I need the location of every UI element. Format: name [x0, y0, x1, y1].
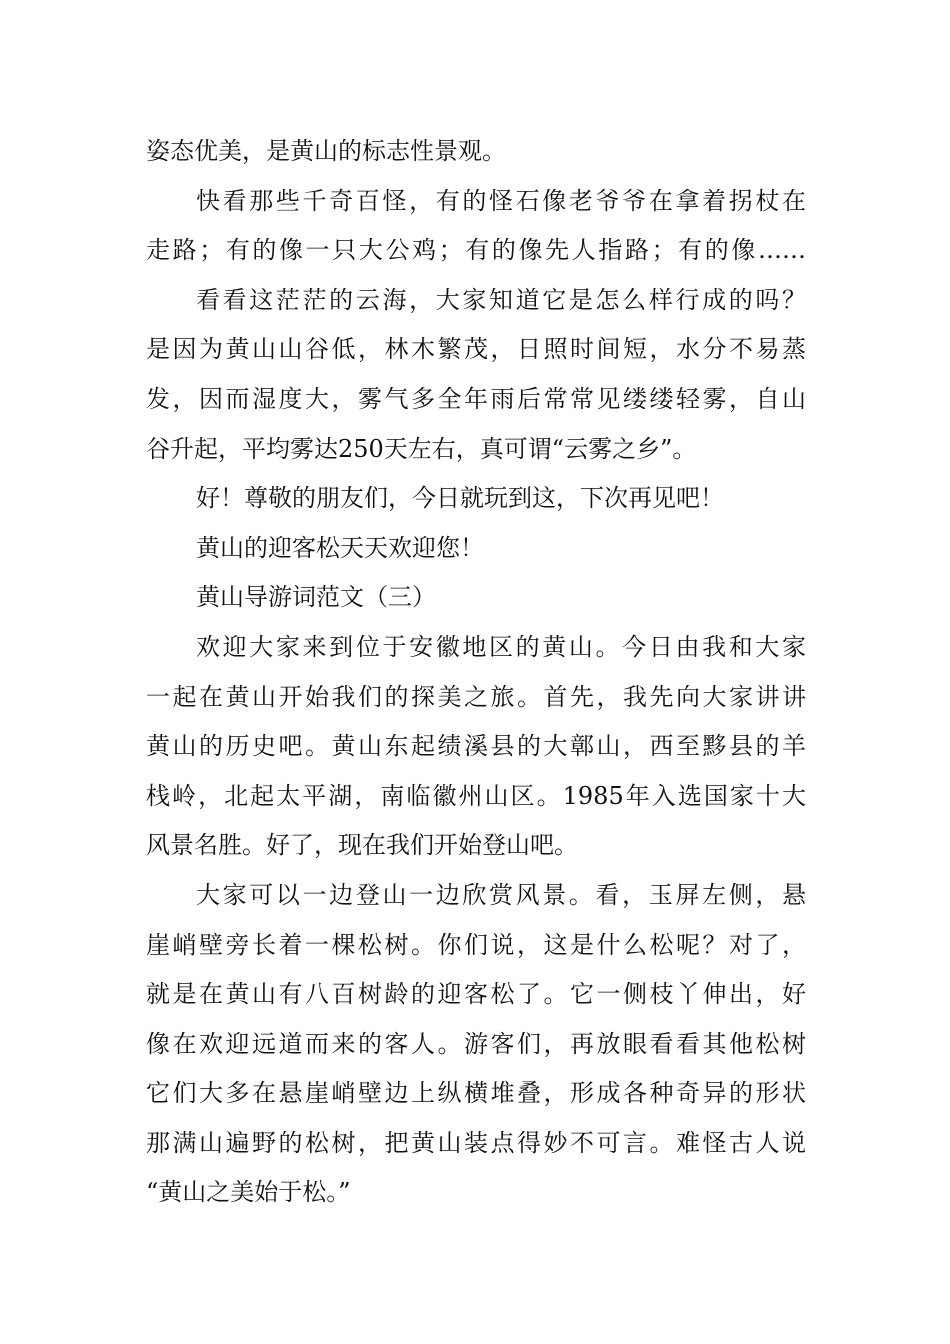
text-line: 风景名胜。好了，现在我们开始登山吧。 — [146, 831, 578, 860]
text-line: 一起在黄山开始我们的探美之旅。首先，我先向大家讲讲 — [146, 682, 806, 711]
paragraph-8 — [146, 871, 806, 1218]
text-line: 谷升起，平均雾达250天左右，真可谓“云雾之乡”。 — [146, 434, 697, 463]
text-line: 那满山遍野的松树，把黄山装点得妙不可言。难怪古人说 — [146, 1128, 806, 1157]
section-heading — [146, 573, 806, 623]
text-line: 就是在黄山有八百树龄的迎客松了。它一侧枝丫伸出，好 — [146, 980, 806, 1009]
text-line: 崖峭壁旁长着一棵松树。你们说，这是什么松呢？对了， — [146, 930, 806, 959]
text-line: 黄山导游词范文（三） — [196, 583, 436, 612]
text-line: 黄山的历史吧。黄山东起绩溪县的大鄣山，西至黟县的羊 — [146, 732, 806, 761]
text-line: 欢迎大家来到位于安徽地区的黄山。今日由我和大家 — [196, 632, 806, 661]
text-line: 是因为黄山山谷低，林木繁茂，日照时间短，水分不易蒸 — [146, 335, 806, 364]
text-line: 走路；有的像一只大公鸡；有的像先人指路；有的像…… — [146, 236, 806, 265]
text-line: 看看这茫茫的云海，大家知道它是怎么样行成的吗？ — [196, 285, 806, 314]
text-line: 好！尊敬的朋友们，今日就玩到这，下次再见吧！ — [196, 484, 724, 513]
text-line: “黄山之美始于松。” — [146, 1178, 351, 1207]
text-line: 黄山的迎客松天天欢迎您！ — [196, 533, 484, 562]
text-line: 大家可以一边登山一边欣赏风景。看，玉屏左侧，悬 — [196, 880, 806, 909]
text-line: 像在欢迎远道而来的客人。游客们，再放眼看看其他松树 — [146, 1029, 806, 1058]
paragraph-1 — [146, 127, 806, 177]
paragraph-4 — [146, 474, 806, 524]
text-line: 栈岭，北起太平湖，南临徽州山区。1985年入选国家十大 — [146, 781, 806, 810]
text-line: 姿态优美，是黄山的标志性景观。 — [146, 137, 506, 165]
paragraph-5 — [146, 524, 806, 574]
document-page — [146, 127, 806, 1218]
paragraph-3 — [146, 276, 806, 474]
paragraph-2 — [146, 177, 806, 276]
text-line: 快看那些千奇百怪，有的怪石像老爷爷在拿着拐杖在 — [196, 186, 806, 215]
paragraph-7 — [146, 623, 806, 871]
text-line: 发，因而湿度大，雾气多全年雨后常常见缕缕轻雾，自山 — [146, 384, 806, 413]
text-line: 它们大多在悬崖峭壁边上纵横堆叠，形成各种奇异的形状 — [146, 1079, 806, 1108]
